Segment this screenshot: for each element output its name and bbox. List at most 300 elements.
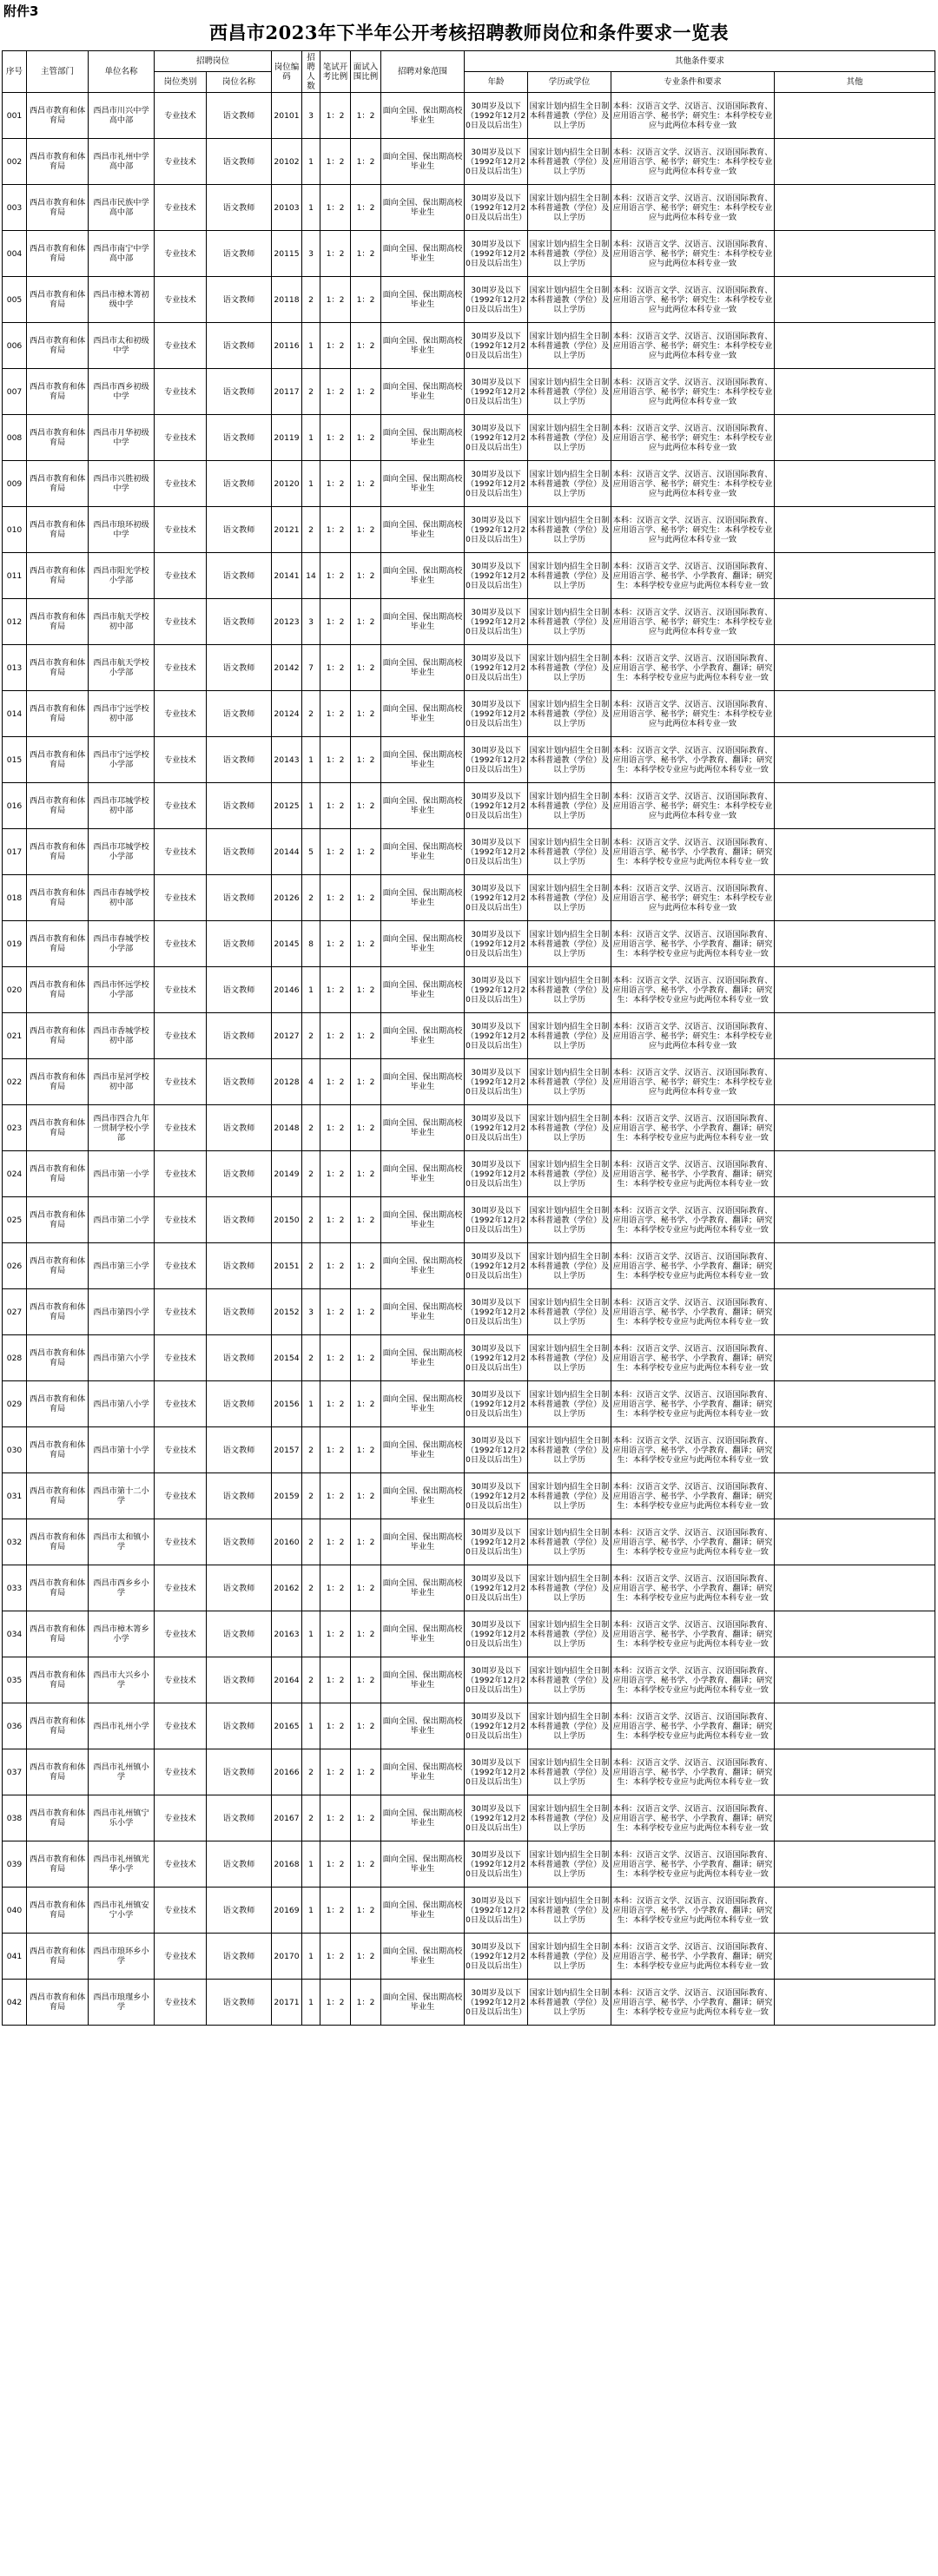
cell-dept: 西昌市教育和体育局: [27, 1519, 89, 1565]
header-dept: 主管部门: [27, 51, 89, 93]
cell-age: 30周岁及以下（1992年12月20日及以后出生）: [465, 1795, 528, 1841]
cell-dept: 西昌市教育和体育局: [27, 1749, 89, 1795]
cell-major: 本科：汉语言文学、汉语言、汉语国际教育、应用语言学、秘书学；研究生：本科学校专业应与此两位本科专业一致: [611, 231, 775, 277]
cell-count: 1: [302, 323, 320, 369]
cell-dept: 西昌市教育和体育局: [27, 1151, 89, 1197]
cell-post-name: 语文教师: [207, 783, 272, 829]
page-title: 西昌市2023年下半年公开考核招聘教师岗位和条件要求一览表: [209, 22, 729, 43]
cell-count: 8: [302, 921, 320, 967]
cell-post-name: 语文教师: [207, 1980, 272, 2026]
cell-edu: 国家计划内招生全日制本科普通教（学位）及以上学历: [528, 323, 611, 369]
cell-other: [775, 1105, 935, 1151]
cell-major: 本科：汉语言文学、汉语言、汉语国际教育、应用语言学、秘书学；研究生：本科学校专业应与此两位本科专业一致: [611, 875, 775, 921]
cell-unit: 西昌市西乡初级中学: [89, 369, 155, 415]
table-body: [3, 93, 935, 2026]
cell-major: 本科：汉语言文学、汉语言、汉语国际教育、应用语言学、秘书学、小学教育、翻译；研究生：本科学校专业应与此两位本科专业一致: [611, 1565, 775, 1611]
cell-other: [775, 323, 935, 369]
cell-seq: 032: [3, 1519, 27, 1565]
cell-scope: 面向全国、保出期高校毕业生: [381, 1427, 465, 1473]
cell-age: 30周岁及以下（1992年12月20日及以后出生）: [465, 461, 528, 507]
cell-unit: 西昌市阳光学校小学部: [89, 553, 155, 599]
cell-count: 2: [302, 1197, 320, 1243]
cell-count: 1: [302, 1888, 320, 1934]
cell-interview-ratio: 1：2: [351, 875, 381, 921]
cell-dept: 西昌市教育和体育局: [27, 415, 89, 461]
cell-written-ratio: 1：2: [320, 1980, 351, 2026]
cell-other: [775, 1427, 935, 1473]
cell-post-name: 语文教师: [207, 369, 272, 415]
cell-interview-ratio: 1：2: [351, 415, 381, 461]
cell-interview-ratio: 1：2: [351, 1841, 381, 1888]
cell-seq: 019: [3, 921, 27, 967]
cell-post-type: 专业技术: [155, 277, 207, 323]
cell-other: [775, 1888, 935, 1934]
cell-age: 30周岁及以下（1992年12月20日及以后出生）: [465, 1519, 528, 1565]
cell-post-code: 20165: [272, 1703, 302, 1749]
cell-edu: 国家计划内招生全日制本科普通教（学位）及以上学历: [528, 1427, 611, 1473]
cell-scope: 面向全国、保出期高校毕业生: [381, 967, 465, 1013]
cell-count: 2: [302, 1749, 320, 1795]
cell-post-code: 20103: [272, 185, 302, 231]
cell-scope: 面向全国、保出期高校毕业生: [381, 1565, 465, 1611]
cell-post-code: 20170: [272, 1934, 302, 1980]
cell-post-name: 语文教师: [207, 1795, 272, 1841]
cell-dept: 西昌市教育和体育局: [27, 185, 89, 231]
cell-post-type: 专业技术: [155, 645, 207, 691]
cell-count: 14: [302, 553, 320, 599]
cell-unit: 西昌市南宁中学高中部: [89, 231, 155, 277]
cell-post-code: 20145: [272, 921, 302, 967]
cell-interview-ratio: 1：2: [351, 185, 381, 231]
cell-major: 本科：汉语言文学、汉语言、汉语国际教育、应用语言学、秘书学；研究生：本科学校专业应与此两位本科专业一致: [611, 415, 775, 461]
cell-written-ratio: 1：2: [320, 1427, 351, 1473]
cell-unit: 西昌市礼州镇小学: [89, 1749, 155, 1795]
cell-other: [775, 1657, 935, 1703]
cell-written-ratio: 1：2: [320, 1197, 351, 1243]
cell-major: 本科：汉语言文学、汉语言、汉语国际教育、应用语言学、秘书学、小学教育、翻译；研究生：本科学校专业应与此两位本科专业一致: [611, 1611, 775, 1657]
cell-major: 本科：汉语言文学、汉语言、汉语国际教育、应用语言学、秘书学；研究生：本科学校专业应与此两位本科专业一致: [611, 93, 775, 139]
cell-unit: 西昌市民族中学高中部: [89, 185, 155, 231]
cell-post-name: 语文教师: [207, 921, 272, 967]
cell-scope: 面向全国、保出期高校毕业生: [381, 461, 465, 507]
cell-count: 1: [302, 1703, 320, 1749]
cell-interview-ratio: 1：2: [351, 1657, 381, 1703]
cell-unit: 西昌市礼州镇宁乐小学: [89, 1795, 155, 1841]
cell-count: 2: [302, 507, 320, 553]
cell-written-ratio: 1：2: [320, 1059, 351, 1105]
cell-other: [775, 1611, 935, 1657]
cell-interview-ratio: 1：2: [351, 783, 381, 829]
cell-seq: 040: [3, 1888, 27, 1934]
table-row: [3, 1197, 935, 1243]
cell-edu: 国家计划内招生全日制本科普通教（学位）及以上学历: [528, 369, 611, 415]
cell-scope: 面向全国、保出期高校毕业生: [381, 1980, 465, 2026]
cell-written-ratio: 1：2: [320, 323, 351, 369]
cell-post-code: 20143: [272, 737, 302, 783]
cell-edu: 国家计划内招生全日制本科普通教（学位）及以上学历: [528, 1335, 611, 1381]
cell-interview-ratio: 1：2: [351, 645, 381, 691]
cell-written-ratio: 1：2: [320, 691, 351, 737]
cell-major: 本科：汉语言文学、汉语言、汉语国际教育、应用语言学、秘书学、小学教育、翻译；研究生：本科学校专业应与此两位本科专业一致: [611, 1197, 775, 1243]
cell-dept: 西昌市教育和体育局: [27, 1105, 89, 1151]
cell-post-code: 20167: [272, 1795, 302, 1841]
cell-major: 本科：汉语言文学、汉语言、汉语国际教育、应用语言学、秘书学；研究生：本科学校专业应与此两位本科专业一致: [611, 783, 775, 829]
cell-dept: 西昌市教育和体育局: [27, 461, 89, 507]
cell-written-ratio: 1：2: [320, 1243, 351, 1289]
cell-dept: 西昌市教育和体育局: [27, 645, 89, 691]
cell-count: 3: [302, 599, 320, 645]
cell-seq: 010: [3, 507, 27, 553]
recruitment-table: [2, 50, 935, 2026]
cell-interview-ratio: 1：2: [351, 1519, 381, 1565]
cell-age: 30周岁及以下（1992年12月20日及以后出生）: [465, 1013, 528, 1059]
cell-interview-ratio: 1：2: [351, 1197, 381, 1243]
cell-count: 2: [302, 1013, 320, 1059]
cell-dept: 西昌市教育和体育局: [27, 1657, 89, 1703]
cell-post-type: 专业技术: [155, 1888, 207, 1934]
cell-count: 2: [302, 1657, 320, 1703]
cell-interview-ratio: 1：2: [351, 1888, 381, 1934]
table-row: [3, 461, 935, 507]
cell-edu: 国家计划内招生全日制本科普通教（学位）及以上学历: [528, 1289, 611, 1335]
cell-unit: 西昌市太和初级中学: [89, 323, 155, 369]
cell-post-code: 20154: [272, 1335, 302, 1381]
cell-unit: 西昌市琅瑾乡小学: [89, 1980, 155, 2026]
cell-unit: 西昌市第三小学: [89, 1243, 155, 1289]
cell-seq: 031: [3, 1473, 27, 1519]
cell-post-name: 语文教师: [207, 1197, 272, 1243]
cell-unit: 西昌市第二小学: [89, 1197, 155, 1243]
cell-major: 本科：汉语言文学、汉语言、汉语国际教育、应用语言学、秘书学、小学教育、翻译；研究生：本科学校专业应与此两位本科专业一致: [611, 1749, 775, 1795]
cell-post-type: 专业技术: [155, 1703, 207, 1749]
cell-interview-ratio: 1：2: [351, 369, 381, 415]
cell-edu: 国家计划内招生全日制本科普通教（学位）及以上学历: [528, 1473, 611, 1519]
cell-count: 2: [302, 875, 320, 921]
cell-count: 1: [302, 967, 320, 1013]
cell-seq: 030: [3, 1427, 27, 1473]
cell-post-code: 20142: [272, 645, 302, 691]
cell-edu: 国家计划内招生全日制本科普通教（学位）及以上学历: [528, 93, 611, 139]
cell-age: 30周岁及以下（1992年12月20日及以后出生）: [465, 829, 528, 875]
cell-post-name: 语文教师: [207, 737, 272, 783]
table-row: [3, 139, 935, 185]
table-row: [3, 1473, 935, 1519]
cell-edu: 国家计划内招生全日制本科普通教（学位）及以上学历: [528, 277, 611, 323]
cell-seq: 022: [3, 1059, 27, 1105]
cell-post-name: 语文教师: [207, 1243, 272, 1289]
cell-post-name: 语文教师: [207, 1888, 272, 1934]
cell-post-code: 20125: [272, 783, 302, 829]
cell-age: 30周岁及以下（1992年12月20日及以后出生）: [465, 323, 528, 369]
cell-dept: 西昌市教育和体育局: [27, 1197, 89, 1243]
cell-post-name: 语文教师: [207, 1105, 272, 1151]
cell-unit: 西昌市樟木箐乡小学: [89, 1611, 155, 1657]
cell-seq: 013: [3, 645, 27, 691]
cell-other: [775, 1980, 935, 2026]
cell-edu: 国家计划内招生全日制本科普通教（学位）及以上学历: [528, 1841, 611, 1888]
cell-post-name: 语文教师: [207, 507, 272, 553]
cell-post-name: 语文教师: [207, 277, 272, 323]
cell-seq: 004: [3, 231, 27, 277]
cell-unit: 西昌市宁远学校初中部: [89, 691, 155, 737]
cell-scope: 面向全国、保出期高校毕业生: [381, 783, 465, 829]
cell-dept: 西昌市教育和体育局: [27, 1888, 89, 1934]
cell-unit: 西昌市川兴中学高中部: [89, 93, 155, 139]
cell-age: 30周岁及以下（1992年12月20日及以后出生）: [465, 1059, 528, 1105]
cell-age: 30周岁及以下（1992年12月20日及以后出生）: [465, 1151, 528, 1197]
cell-edu: 国家计划内招生全日制本科普通教（学位）及以上学历: [528, 1197, 611, 1243]
cell-interview-ratio: 1：2: [351, 1243, 381, 1289]
cell-post-type: 专业技术: [155, 1611, 207, 1657]
cell-post-name: 语文教师: [207, 1473, 272, 1519]
cell-unit: 西昌市第一小学: [89, 1151, 155, 1197]
cell-interview-ratio: 1：2: [351, 1289, 381, 1335]
cell-written-ratio: 1：2: [320, 1841, 351, 1888]
cell-age: 30周岁及以下（1992年12月20日及以后出生）: [465, 139, 528, 185]
cell-unit: 西昌市礼州镇安宁小学: [89, 1888, 155, 1934]
cell-seq: 023: [3, 1105, 27, 1151]
table-row: [3, 737, 935, 783]
cell-edu: 国家计划内招生全日制本科普通教（学位）及以上学历: [528, 1059, 611, 1105]
table-row: [3, 691, 935, 737]
cell-edu: 国家计划内招生全日制本科普通教（学位）及以上学历: [528, 139, 611, 185]
cell-age: 30周岁及以下（1992年12月20日及以后出生）: [465, 1289, 528, 1335]
cell-unit: 西昌市琅环乡小学: [89, 1934, 155, 1980]
table-row: [3, 1013, 935, 1059]
cell-post-type: 专业技术: [155, 1243, 207, 1289]
cell-edu: 国家计划内招生全日制本科普通教（学位）及以上学历: [528, 1243, 611, 1289]
cell-count: 1: [302, 737, 320, 783]
cell-other: [775, 1059, 935, 1105]
cell-seq: 009: [3, 461, 27, 507]
cell-post-type: 专业技术: [155, 1795, 207, 1841]
cell-scope: 面向全国、保出期高校毕业生: [381, 1611, 465, 1657]
cell-written-ratio: 1：2: [320, 1795, 351, 1841]
cell-major: 本科：汉语言文学、汉语言、汉语国际教育、应用语言学、秘书学；研究生：本科学校专业应与此两位本科专业一致: [611, 461, 775, 507]
cell-post-name: 语文教师: [207, 829, 272, 875]
cell-age: 30周岁及以下（1992年12月20日及以后出生）: [465, 783, 528, 829]
cell-written-ratio: 1：2: [320, 875, 351, 921]
cell-major: 本科：汉语言文学、汉语言、汉语国际教育、应用语言学、秘书学；研究生：本科学校专业应与此两位本科专业一致: [611, 185, 775, 231]
cell-post-code: 20156: [272, 1381, 302, 1427]
table-row: [3, 1381, 935, 1427]
cell-other: [775, 1749, 935, 1795]
cell-post-type: 专业技术: [155, 1335, 207, 1381]
cell-written-ratio: 1：2: [320, 415, 351, 461]
cell-scope: 面向全国、保出期高校毕业生: [381, 645, 465, 691]
cell-scope: 面向全国、保出期高校毕业生: [381, 691, 465, 737]
cell-unit: 西昌市兴胜初级中学: [89, 461, 155, 507]
cell-count: 3: [302, 1289, 320, 1335]
cell-post-type: 专业技术: [155, 1749, 207, 1795]
cell-written-ratio: 1：2: [320, 1657, 351, 1703]
cell-age: 30周岁及以下（1992年12月20日及以后出生）: [465, 737, 528, 783]
header-unit: 单位名称: [89, 51, 155, 93]
cell-other: [775, 1841, 935, 1888]
cell-post-type: 专业技术: [155, 829, 207, 875]
cell-unit: 西昌市四合九年一贯制学校小学部: [89, 1105, 155, 1151]
cell-scope: 面向全国、保出期高校毕业生: [381, 1381, 465, 1427]
cell-count: 1: [302, 1381, 320, 1427]
cell-post-type: 专业技术: [155, 1289, 207, 1335]
cell-age: 30周岁及以下（1992年12月20日及以后出生）: [465, 875, 528, 921]
cell-count: 1: [302, 1980, 320, 2026]
cell-major: 本科：汉语言文学、汉语言、汉语国际教育、应用语言学、秘书学、小学教育、翻译；研究生：本科学校专业应与此两位本科专业一致: [611, 1841, 775, 1888]
cell-age: 30周岁及以下（1992年12月20日及以后出生）: [465, 185, 528, 231]
cell-unit: 西昌市第十小学: [89, 1427, 155, 1473]
cell-edu: 国家计划内招生全日制本科普通教（学位）及以上学历: [528, 1565, 611, 1611]
table-row: [3, 1611, 935, 1657]
cell-scope: 面向全国、保出期高校毕业生: [381, 737, 465, 783]
cell-interview-ratio: 1：2: [351, 1749, 381, 1795]
attachment-label: 附件3: [3, 3, 39, 19]
cell-unit: 西昌市春城学校初中部: [89, 875, 155, 921]
cell-count: 2: [302, 1565, 320, 1611]
cell-post-type: 专业技术: [155, 1013, 207, 1059]
cell-age: 30周岁及以下（1992年12月20日及以后出生）: [465, 599, 528, 645]
table-row: [3, 277, 935, 323]
cell-edu: 国家计划内招生全日制本科普通教（学位）及以上学历: [528, 1519, 611, 1565]
cell-age: 30周岁及以下（1992年12月20日及以后出生）: [465, 691, 528, 737]
cell-count: 7: [302, 645, 320, 691]
cell-post-code: 20124: [272, 691, 302, 737]
cell-other: [775, 1795, 935, 1841]
cell-post-type: 专业技术: [155, 921, 207, 967]
cell-post-name: 语文教师: [207, 1841, 272, 1888]
cell-dept: 西昌市教育和体育局: [27, 1289, 89, 1335]
cell-major: 本科：汉语言文学、汉语言、汉语国际教育、应用语言学、秘书学；研究生：本科学校专业应与此两位本科专业一致: [611, 1059, 775, 1105]
cell-scope: 面向全国、保出期高校毕业生: [381, 277, 465, 323]
cell-count: 3: [302, 93, 320, 139]
cell-post-type: 专业技术: [155, 231, 207, 277]
header-other: 其他: [775, 72, 935, 93]
cell-age: 30周岁及以下（1992年12月20日及以后出生）: [465, 1565, 528, 1611]
cell-count: 2: [302, 1473, 320, 1519]
cell-post-type: 专业技术: [155, 461, 207, 507]
table-row: [3, 1427, 935, 1473]
cell-post-name: 语文教师: [207, 1427, 272, 1473]
cell-post-type: 专业技术: [155, 323, 207, 369]
cell-post-name: 语文教师: [207, 1657, 272, 1703]
cell-post-type: 专业技术: [155, 737, 207, 783]
cell-count: 1: [302, 1841, 320, 1888]
cell-interview-ratio: 1：2: [351, 139, 381, 185]
cell-major: 本科：汉语言文学、汉语言、汉语国际教育、应用语言学、秘书学、小学教育、翻译；研究生：本科学校专业应与此两位本科专业一致: [611, 1473, 775, 1519]
cell-unit: 西昌市樟木箐初级中学: [89, 277, 155, 323]
cell-seq: 020: [3, 967, 27, 1013]
cell-post-code: 20123: [272, 599, 302, 645]
cell-post-code: 20119: [272, 415, 302, 461]
cell-edu: 国家计划内招生全日制本科普通教（学位）及以上学历: [528, 645, 611, 691]
cell-unit: 西昌市航天学校初中部: [89, 599, 155, 645]
header-written-ratio: 笔试开考比例: [320, 51, 351, 93]
cell-other: [775, 1473, 935, 1519]
cell-seq: 033: [3, 1565, 27, 1611]
cell-dept: 西昌市教育和体育局: [27, 231, 89, 277]
cell-post-name: 语文教师: [207, 1611, 272, 1657]
cell-post-name: 语文教师: [207, 93, 272, 139]
cell-post-type: 专业技术: [155, 1151, 207, 1197]
table-row: [3, 875, 935, 921]
cell-major: 本科：汉语言文学、汉语言、汉语国际教育、应用语言学、秘书学、小学教育、翻译；研究生：本科学校专业应与此两位本科专业一致: [611, 1888, 775, 1934]
cell-post-code: 20121: [272, 507, 302, 553]
cell-interview-ratio: 1：2: [351, 1611, 381, 1657]
cell-seq: 017: [3, 829, 27, 875]
cell-other: [775, 185, 935, 231]
cell-count: 1: [302, 783, 320, 829]
cell-scope: 面向全国、保出期高校毕业生: [381, 1519, 465, 1565]
cell-other: [775, 691, 935, 737]
cell-dept: 西昌市教育和体育局: [27, 921, 89, 967]
table-row: [3, 783, 935, 829]
cell-written-ratio: 1：2: [320, 1703, 351, 1749]
table-row: [3, 1703, 935, 1749]
cell-unit: 西昌市月华初级中学: [89, 415, 155, 461]
cell-major: 本科：汉语言文学、汉语言、汉语国际教育、应用语言学、秘书学；研究生：本科学校专业应与此两位本科专业一致: [611, 139, 775, 185]
cell-count: 2: [302, 691, 320, 737]
cell-post-name: 语文教师: [207, 1565, 272, 1611]
cell-scope: 面向全国、保出期高校毕业生: [381, 93, 465, 139]
cell-post-name: 语文教师: [207, 875, 272, 921]
cell-written-ratio: 1：2: [320, 1335, 351, 1381]
cell-written-ratio: 1：2: [320, 369, 351, 415]
cell-scope: 面向全国、保出期高校毕业生: [381, 1703, 465, 1749]
cell-scope: 面向全国、保出期高校毕业生: [381, 231, 465, 277]
cell-unit: 西昌市航天学校小学部: [89, 645, 155, 691]
cell-post-type: 专业技术: [155, 507, 207, 553]
cell-age: 30周岁及以下（1992年12月20日及以后出生）: [465, 415, 528, 461]
cell-count: 2: [302, 1795, 320, 1841]
cell-count: 1: [302, 1934, 320, 1980]
cell-post-code: 20166: [272, 1749, 302, 1795]
cell-count: 1: [302, 185, 320, 231]
cell-edu: 国家计划内招生全日制本科普通教（学位）及以上学历: [528, 1105, 611, 1151]
cell-written-ratio: 1：2: [320, 553, 351, 599]
cell-dept: 西昌市教育和体育局: [27, 1703, 89, 1749]
table-row: [3, 829, 935, 875]
cell-post-name: 语文教师: [207, 1703, 272, 1749]
cell-post-type: 专业技术: [155, 1473, 207, 1519]
cell-written-ratio: 1：2: [320, 507, 351, 553]
cell-written-ratio: 1：2: [320, 1289, 351, 1335]
cell-written-ratio: 1：2: [320, 1013, 351, 1059]
cell-dept: 西昌市教育和体育局: [27, 139, 89, 185]
cell-age: 30周岁及以下（1992年12月20日及以后出生）: [465, 277, 528, 323]
cell-post-name: 语文教师: [207, 1059, 272, 1105]
cell-dept: 西昌市教育和体育局: [27, 1611, 89, 1657]
cell-post-code: 20118: [272, 277, 302, 323]
cell-interview-ratio: 1：2: [351, 829, 381, 875]
cell-seq: 008: [3, 415, 27, 461]
table-row: [3, 185, 935, 231]
table-row: [3, 1888, 935, 1934]
cell-other: [775, 369, 935, 415]
cell-seq: 015: [3, 737, 27, 783]
cell-scope: 面向全国、保出期高校毕业生: [381, 1749, 465, 1795]
cell-post-code: 20120: [272, 461, 302, 507]
cell-major: 本科：汉语言文学、汉语言、汉语国际教育、应用语言学、秘书学、小学教育、翻译；研究生：本科学校专业应与此两位本科专业一致: [611, 737, 775, 783]
cell-age: 30周岁及以下（1992年12月20日及以后出生）: [465, 1611, 528, 1657]
cell-seq: 024: [3, 1151, 27, 1197]
cell-edu: 国家计划内招生全日制本科普通教（学位）及以上学历: [528, 737, 611, 783]
cell-count: 2: [302, 1519, 320, 1565]
cell-seq: 005: [3, 277, 27, 323]
cell-scope: 面向全国、保出期高校毕业生: [381, 1657, 465, 1703]
cell-scope: 面向全国、保出期高校毕业生: [381, 1243, 465, 1289]
cell-age: 30周岁及以下（1992年12月20日及以后出生）: [465, 1427, 528, 1473]
cell-edu: 国家计划内招生全日制本科普通教（学位）及以上学历: [528, 1381, 611, 1427]
cell-edu: 国家计划内招生全日制本科普通教（学位）及以上学历: [528, 231, 611, 277]
